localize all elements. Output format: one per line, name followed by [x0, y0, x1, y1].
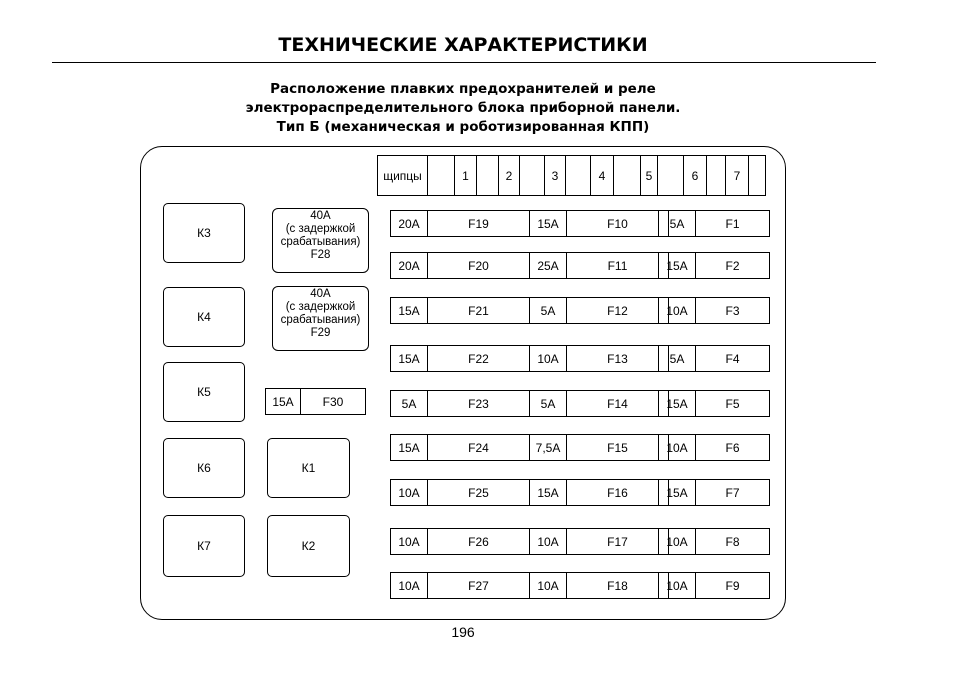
fuse-rating: 15А	[391, 435, 428, 460]
fuse-f17	[529, 528, 669, 555]
fuse-f20	[390, 252, 530, 279]
fuse-f2	[658, 252, 770, 279]
fuse-label: F25	[468, 485, 489, 500]
caption-line-1: Расположение плавких предохранителей и реле	[270, 81, 656, 97]
relay-k6: К6	[163, 438, 245, 498]
fuse-rating: 15А	[530, 480, 567, 505]
fuse-f28-note: (с задержкой	[285, 223, 356, 235]
strip-cell-5: 5	[641, 156, 658, 195]
relay-k1: К1	[267, 438, 350, 498]
fuse-label: F14	[607, 396, 628, 411]
fuse-f13	[529, 345, 669, 372]
fuse-rating: 15А	[530, 211, 567, 236]
fuse-f29-note: (с задержкой	[285, 301, 356, 313]
strip-cell	[614, 156, 641, 195]
relay-k2: К2	[267, 515, 350, 577]
fuse-f22	[390, 345, 530, 372]
fuse-rating: 10А	[530, 573, 567, 598]
fuse-f29-note-2: срабатывания)	[280, 314, 361, 326]
fuse-label: F2	[725, 258, 740, 273]
fuse-label: F15	[607, 440, 628, 455]
relay-k7: К7	[163, 515, 245, 577]
fuse-f24	[390, 434, 530, 461]
fuse-label: F24	[468, 440, 489, 455]
fuse-rating: 10А	[659, 573, 696, 598]
fuse-label: F27	[468, 578, 489, 593]
strip-cell-6: 6	[684, 156, 707, 195]
fuse-label: F19	[468, 216, 489, 231]
diagram-caption	[0, 80, 926, 137]
fuse-label: F11	[607, 258, 628, 273]
fuse-rating: 5А	[659, 211, 696, 236]
fuse-f23	[390, 390, 530, 417]
title-divider	[52, 62, 876, 63]
strip-cell	[566, 156, 591, 195]
fuse-label: F8	[725, 534, 740, 549]
fuse-label: F20	[468, 258, 489, 273]
fuse-label: F22	[468, 351, 489, 366]
strip-cell-3: 3	[545, 156, 566, 195]
fuse-rating: 20А	[391, 253, 428, 278]
fuse-label: F23	[468, 396, 489, 411]
relay-k4: К4	[163, 287, 245, 347]
fuse-label: F26	[468, 534, 489, 549]
fuse-label: F16	[607, 485, 628, 500]
fuse-f29-rating: 40А	[310, 288, 331, 300]
tweezers-strip	[377, 155, 766, 196]
strip-cell	[428, 156, 455, 195]
fuse-f27	[390, 572, 530, 599]
fuse-f8	[658, 528, 770, 555]
fuse-rating: 15А	[266, 389, 301, 414]
fuse-f29-label: F29	[310, 327, 331, 339]
fuse-label: F6	[725, 440, 740, 455]
strip-cell-1: 1	[455, 156, 477, 195]
fuse-rating: 10А	[391, 529, 428, 554]
strip-cell	[658, 156, 684, 195]
fuse-f19	[390, 210, 530, 237]
fuse-f29	[272, 286, 369, 351]
relay-k5: К5	[163, 362, 245, 422]
fuse-rating: 20А	[391, 211, 428, 236]
fuse-rating: 15А	[659, 391, 696, 416]
fuse-rating: 10А	[391, 480, 428, 505]
fuse-rating: 10А	[659, 298, 696, 323]
fuse-f28-label: F28	[310, 249, 331, 261]
fuse-f25	[390, 479, 530, 506]
fuse-rating: 15А	[391, 346, 428, 371]
fuse-label: F9	[725, 578, 740, 593]
fuse-rating: 10А	[530, 529, 567, 554]
fuse-rating: 10А	[659, 435, 696, 460]
fuse-rating: 10А	[530, 346, 567, 371]
fuse-label: F7	[725, 485, 740, 500]
fuse-rating: 5А	[391, 391, 428, 416]
fuse-f15	[529, 434, 669, 461]
fuse-rating: 15А	[659, 253, 696, 278]
fuse-f21	[390, 297, 530, 324]
relay-k3: К3	[163, 203, 245, 263]
fuse-f3	[658, 297, 770, 324]
fuse-label: F17	[607, 534, 628, 549]
fuse-f28-note-2: срабатывания)	[280, 236, 361, 248]
fuse-f26	[390, 528, 530, 555]
fuse-f11	[529, 252, 669, 279]
fuse-label: F12	[607, 303, 628, 318]
fuse-f4	[658, 345, 770, 372]
fuse-label: F10	[607, 216, 628, 231]
caption-line-2: электрораспределительного блока приборной панели.	[245, 100, 681, 116]
fuse-f7	[658, 479, 770, 506]
fuse-rating: 10А	[391, 573, 428, 598]
fuse-rating: 7,5А	[530, 435, 567, 460]
fuse-label: F3	[725, 303, 740, 318]
fuse-f9	[658, 572, 770, 599]
fuse-f28-rating: 40А	[310, 210, 331, 222]
fuse-label: F18	[607, 578, 628, 593]
fuse-f30	[265, 388, 366, 415]
fuse-f16	[529, 479, 669, 506]
fuse-f6	[658, 434, 770, 461]
fuse-label: F4	[725, 351, 740, 366]
page-title: ТЕХНИЧЕСКИЕ ХАРАКТЕРИСТИКИ	[278, 34, 648, 56]
fuse-f1	[658, 210, 770, 237]
fuse-label: F30	[322, 394, 344, 409]
fuse-label: F1	[725, 216, 740, 231]
strip-cell	[749, 156, 765, 195]
fuse-rating: 25А	[530, 253, 567, 278]
strip-cell	[707, 156, 726, 195]
fuse-rating: 15А	[659, 480, 696, 505]
fuse-f5	[658, 390, 770, 417]
caption-line-3: Тип Б (механическая и роботизированная КПП)	[276, 119, 650, 135]
fuse-f28	[272, 208, 369, 273]
page-number: 196	[451, 624, 475, 640]
fuse-f10	[529, 210, 669, 237]
strip-cell-7: 7	[726, 156, 749, 195]
strip-cell	[477, 156, 499, 195]
fuse-label: F13	[607, 351, 628, 366]
fuse-rating: 5А	[659, 346, 696, 371]
fuse-rating: 5А	[530, 391, 567, 416]
strip-cell-2: 2	[499, 156, 520, 195]
fuse-label: F5	[725, 396, 740, 411]
strip-cell-tweezers: щипцы	[378, 156, 428, 195]
fuse-label: F21	[468, 303, 489, 318]
fuse-rating: 10А	[659, 529, 696, 554]
fuse-f12	[529, 297, 669, 324]
fuse-f18	[529, 572, 669, 599]
strip-cell-4: 4	[591, 156, 614, 195]
fuse-f14	[529, 390, 669, 417]
strip-cell	[520, 156, 545, 195]
fuse-rating: 5А	[530, 298, 567, 323]
fuse-rating: 15А	[391, 298, 428, 323]
